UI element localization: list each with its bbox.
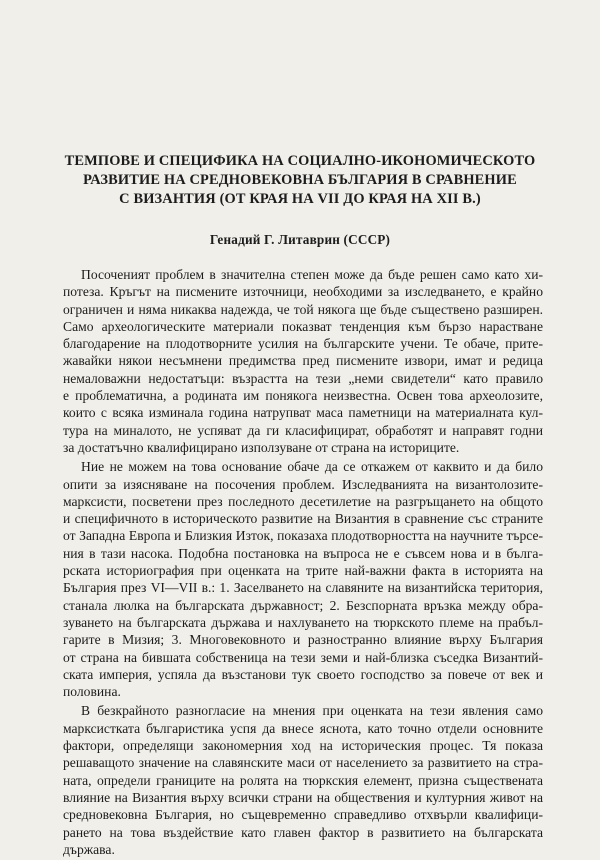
paragraph-3: [63, 702, 543, 858]
text-line: марксистката българистика успя да внесе яснота, като точно отдели основните: [63, 720, 543, 736]
author-line: Генадий Г. Литаврин (СССР): [209, 232, 391, 247]
text-line: от Западна Европа и Близкия Изток, показаха плодотворността на научните търсе-: [63, 528, 543, 544]
text-line: от страна на бившата собственица на тези земи и най-близка съседка Византий-: [63, 649, 543, 665]
text-line: В безкрайното разногласие на мнения при оценката на тези явления само: [81, 703, 543, 719]
text-line: жавайки някои несъмнени предимства пред писмените извори, имат и редица: [63, 353, 543, 369]
text-line: държава.: [63, 841, 115, 857]
text-line: марксисти, посветени през последното десетилетие на разгръщането на общото: [63, 493, 543, 509]
text-line: опити за изясняване на посочения проблем. Изследванията на византолозите-: [63, 476, 543, 492]
text-line: немаловажни недостатъци: възрастта на тези „неми свидетели“ като правило: [63, 370, 543, 386]
text-line: средновековна България, но същевременно справедливо отхвърли квалифици-: [63, 807, 543, 823]
text-line: рането на това въздействие като главен фактор в развитието на българската: [63, 824, 543, 840]
text-line: ния в тази насока. Подобна постановка на въпроса не е съвсем нова и в бълга-: [63, 545, 543, 561]
text-line: гарите в Мизия; 3. Многовековното и разностранно влияние върху България: [63, 632, 543, 648]
text-line: решаващото значение на славянските маси от населението за развитието на стра-: [63, 755, 543, 771]
text-line: влияние на Византия върху всички страни на обществения и културния живот на: [63, 789, 543, 805]
text-line: благодарение на плодотворните усилия на българските учени. Те обаче, прите-: [63, 336, 543, 352]
text-line: Ние не можем на това основание обаче да се откажем от каквито и да било: [81, 459, 543, 475]
article-body: [63, 266, 543, 860]
text-line: тура на миналото, не успяват да ги класифицират, обработят и направят годни: [63, 422, 543, 438]
text-line: станала люлка на българската държавност; 2. Безспорната връзка между обра-: [63, 597, 543, 613]
title-line-2: РАЗВИТИЕ НА СРЕДНОВЕКОВНА БЪЛГАРИЯ В СРАВНЕНИЕ: [83, 172, 517, 188]
text-line: ската империя, успяла да възстанови тук своето господство за повече от век и: [63, 666, 543, 682]
text-line: които с всяка изминала година натрупват маса паметници на материалната кул-: [63, 405, 543, 421]
text-line: Посоченият проблем в значителна степен може да бъде решен само като хи-: [81, 267, 543, 282]
text-line: рската историография при оценката на трите най-важни факта в историята на: [63, 563, 543, 579]
article-title: [60, 152, 540, 209]
text-line: Само археологическите материали показват тенденция към бързо нарастване: [63, 318, 543, 334]
text-line: фактори, определящи закономерния ход на историческия процес. Тя показа: [63, 738, 543, 754]
text-line: зуването на българската държава и нахлуването на тюркското племе на прабъл-: [63, 614, 543, 630]
text-line: и специфичното в историческото развитие на Византия в сравнение със страните: [63, 511, 543, 527]
text-line: България през VI—VII в.: 1. Заселването на славяните на византийска територия,: [63, 580, 543, 596]
paragraph-1: [63, 266, 543, 456]
text-line: потеза. Кръгът на писмените източници, необходими за изследването, е крайно: [63, 284, 543, 300]
text-line: ограничен и няма никаква надежда, че той някога ще бъде съществено разширен.: [63, 301, 543, 317]
title-line-3: С ВИЗАНТИЯ (ОТ КРАЯ НА VII ДО КРАЯ НА XII В.): [119, 191, 481, 207]
text-line: е проблематична, а родината им понякога неизвестна. Освен това археолозите,: [63, 388, 543, 404]
text-line: половина.: [63, 684, 121, 700]
text-line: за достатъчно квалифицирано използуване от страна на историците.: [63, 439, 460, 455]
title-line-1: ТЕМПОВЕ И СПЕЦИФИКА НА СОЦИАЛНО-ИКОНОМИЧЕСКОТО: [64, 153, 536, 169]
text-line: ната, определи границите на ролята на тюркския елемент, призна съществената: [63, 772, 543, 788]
paragraph-2: [63, 458, 543, 700]
